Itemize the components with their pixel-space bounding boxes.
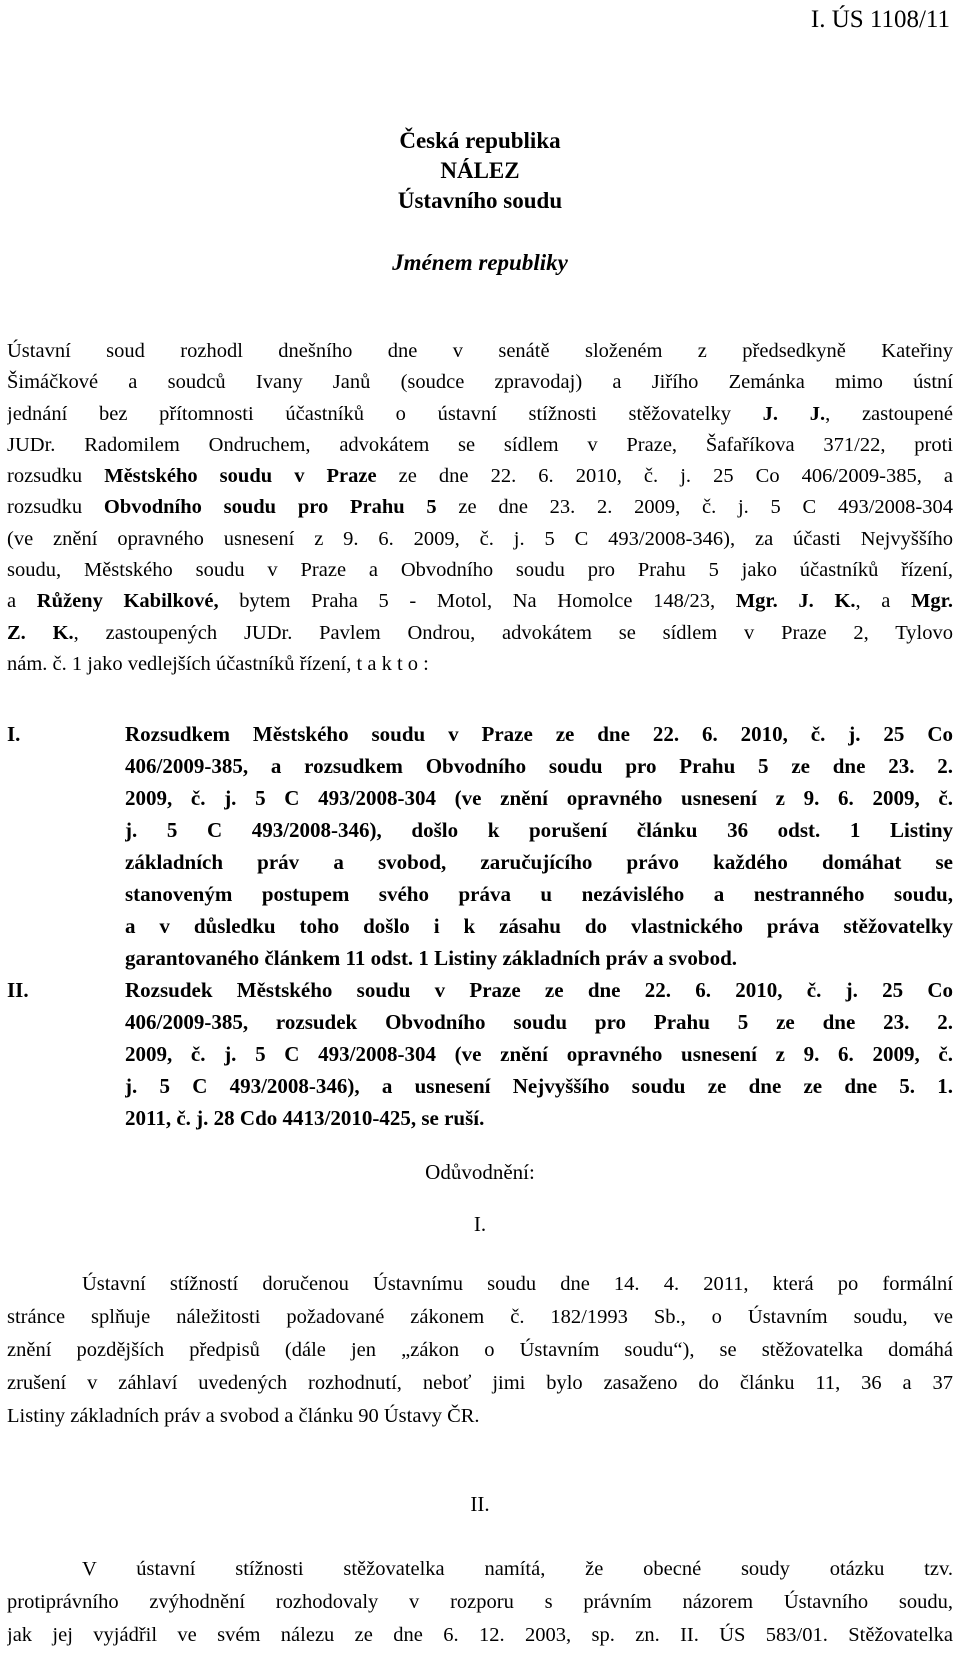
verdict-number: II. [7,978,29,1002]
heading-country: Česká republika [399,128,561,153]
intro-line: soudu, Městského soudu v Praze a Obvodního soudu pro Prahu 5 jako účastníků řízení, [7,559,953,582]
intro-line: Šimáčkové a soudců Ivany Janů (soudce zpravodaj) a Jiřího Zemánka mimo ústní [7,371,953,394]
verdict-text: Rozsudek Městského soudu v Praze ze dne 22. 6. 2010, č. j. 25 Co 406/2009-385, rozsudek Obvodního soudu pro Prahu 5 ze dne 23. 2. 2009, č. j. 5 C 493/2008-304 (ve znění opravného usnesení z 9. 6. 2009, č. j. 5 C 493/2008-346), a usnesení Nejvyššího soudu ze dne ze dne 5. 1. 2011, č. j. 28 Cdo 4413/2010-425, se ruší. [125,978,953,1130]
intro-line: Z. K., zastoupených JUDr. Pavlem Ondrou, advokátem se sídlem v Praze 2, Tylovo [7,621,953,644]
intro-line: a Růženy Kabilkové, bytem Praha 5 - Motol, Na Homolce 148/23, Mgr. J. K., a Mgr. [7,590,953,613]
party-name: Růženy Kabilkové, [36,590,219,613]
party-name: Z. K. [7,621,74,644]
intro-line: Ústavní soud rozhodl dnešního dne v senátě složeném z předsedkyně Kateřiny [7,340,953,362]
heading-court: Ústavního soudu [397,188,563,213]
intro-line: (ve znění opravného usnesení z 9. 6. 2009, č. j. 5 C 493/2008-346), za účasti Nejvyššího [7,527,953,550]
section-two-paragraph: V ústavní stížnosti stěžovatelka namítá, že obecné soudy otázku tzv. protiprávního zvýhodnění rozhodovaly v rozporu s právním názorem Ústavního soudu, jak jej vyjádřil ve svém nálezu ze dne 6. 12. 2003, sp. zn. II. ÚS 583/01. Stěžovatelka [7,1558,953,1646]
section-one-paragraph: Ústavní stížností doručenou Ústavnímu soudu dne 14. 4. 2011, která po formální stránce splňuje náležitosti požadované zákonem č. 182/1993 Sb., o Ústavním soudu, ve znění pozdějších předpisů (dále jen „zákon o Ústavním soudu“), se stěžovatelka domáhá zrušení v záhlaví uvedených rozhodnutí, neboť jimi bylo zasaženo do článku 11, 36 a 37 Listiny základních práv a svobod a článku 90 Ústavy ČR. [7,1273,953,1427]
section-one-heading: I. [473,1212,487,1236]
heading-type: NÁLEZ [440,158,520,183]
court-name: Obvodního soudu pro Prahu 5 [103,496,437,519]
party-name: Mgr. [911,590,953,613]
verdict-item [7,718,953,974]
intro-line: rozsudku Obvodního soudu pro Prahu 5 ze dne 23. 2. 2009, č. j. 5 C 493/2008-304 [7,496,953,519]
heading-in-name: Jménem republiky [392,250,568,275]
intro-line: jednání bez přítomnosti účastníků o ústavní stížnosti stěžovatelky J. J., zastoupené [7,402,953,425]
verdict-text: Rozsudkem Městského soudu v Praze ze dne 22. 6. 2010, č. j. 25 Co 406/2009-385, a rozsudkem Obvodního soudu pro Prahu 5 ze dne 23. 2. 2009, č. j. 5 C 493/2008-304 (ve znění opravného usnesení z 9. 6. 2009, č. j. 5 C 493/2008-346), došlo k porušení článku 36 odst. 1 Listiny základních práv a svobod, zaručujícího právo každého domáhat se stanoveným postupem svého práva u nezávislého a nestranného soudu, a v důsledku toho došlo i k zásahu do vlastnického práva stěžovatelky garantovaného článkem 11 odst. 1 Listiny základních práv a svobod. [125,722,953,970]
case-number: I. ÚS 1108/11 [810,6,950,33]
reasoning-title: Odůvodnění: [425,1160,535,1184]
party-name: J. J. [762,402,826,425]
party-name: Mgr. J. K. [735,590,856,613]
verdict-item [7,974,953,1134]
section-two-heading: II. [470,1492,490,1516]
intro-line: nám. č. 1 jako vedlejších účastníků řízení, t a k t o : [7,652,429,675]
verdict-list [7,718,953,1134]
intro-line: JUDr. Radomilem Ondruchem, advokátem se sídlem v Praze, Šafaříkova 371/22, proti [7,433,953,456]
intro-line: rozsudku Městského soudu v Praze ze dne 22. 6. 2010, č. j. 25 Co 406/2009-385, a [7,465,953,488]
verdict-number: I. [7,722,21,746]
intro-paragraph [7,336,953,680]
court-name: Městského soudu v Praze [104,465,377,488]
